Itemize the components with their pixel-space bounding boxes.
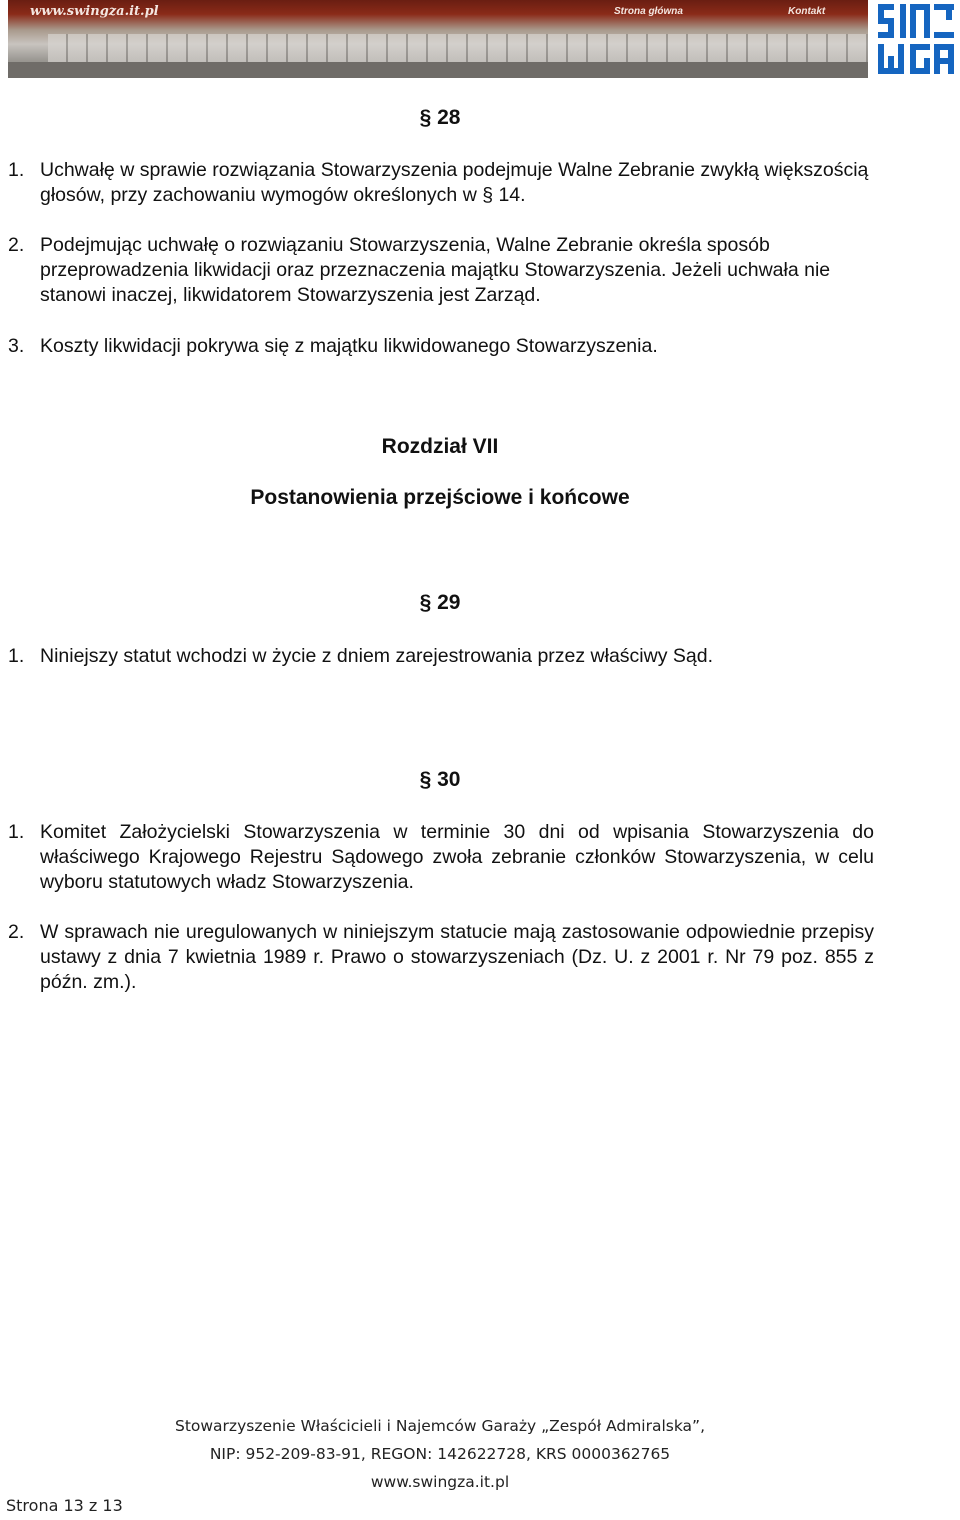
s29-item-1 — [8, 644, 874, 669]
s28-item-2 — [8, 233, 874, 308]
section-28-title: § 28 — [419, 106, 461, 129]
banner-menu-contact[interactable]: Kontakt — [788, 6, 826, 17]
chapter-heading: Rozdział VII — [381, 435, 499, 458]
swingza-logo — [874, 0, 958, 78]
s29-item-1-number: 1. — [8, 645, 25, 667]
s28-item-1 — [8, 158, 874, 208]
s30-item-1-number: 1. — [8, 821, 25, 843]
s28-item-1-number: 1. — [8, 159, 25, 181]
header-banner-image — [8, 0, 868, 78]
footer-organization: Stowarzyszenie Właścicieli i Najemców Garaży „Zespół Admiralska”, — [174, 1417, 706, 1435]
s28-item-2-text: Podejmując uchwałę o rozwiązaniu Stowarzyszenia, Walne Zebranie określa sposób przeprowadzenia likwidacji oraz przeznaczenia majątku Stowarzyszenia. Jeżeli uchwała nie stanowi inaczej, likwidatorem Stowarzyszenia jest Zarząd. — [40, 234, 831, 306]
s28-item-3 — [8, 334, 874, 359]
section-30-title: § 30 — [419, 768, 461, 791]
chapter-title: Postanowienia przejściowe i końcowe — [250, 486, 630, 509]
page-header — [0, 0, 960, 80]
page-number: Strona 13 z 13 — [6, 1496, 123, 1515]
footer-registry-numbers: NIP: 952-209-83-91, REGON: 142622728, KRS 0000362765 — [209, 1445, 671, 1463]
s30-item-2-number: 2. — [8, 921, 25, 943]
banner-site-url[interactable]: www.swingza.it.pl — [30, 4, 159, 19]
footer-website-link[interactable]: www.swingza.it.pl — [370, 1473, 510, 1491]
banner-garages-photo — [48, 34, 868, 64]
s30-item-1-text: Komitet Założycielski Stowarzyszenia w terminie 30 dni od wpisania Stowarzyszenia do właściwego Krajowego Rejestru Sądowego zwoła zebranie członków Stowarzyszenia, w celu wyboru statutowych władz Stowarzyszenia. — [40, 821, 874, 893]
s28-item-3-text: Koszty likwidacji pokrywa się z majątku likwidowanego Stowarzyszenia. — [40, 335, 658, 357]
s30-item-2-text: W sprawach nie uregulowanych w niniejszym statucie mają zastosowanie odpowiednie przepisy ustawy z dnia 7 kwietnia 1989 r. Prawo o stowarzyszeniach (Dz. U. z 2001 r. Nr 79 poz. 855 z późn. zm.). — [40, 921, 874, 993]
section-29-title: § 29 — [419, 591, 461, 614]
banner-menu-home[interactable]: Strona główna — [614, 6, 683, 17]
banner-ground — [8, 62, 868, 78]
s30-item-2 — [8, 920, 874, 995]
s28-item-2-number: 2. — [8, 234, 25, 256]
s29-item-1-text: Niniejszy statut wchodzi w życie z dniem zarejestrowania przez właściwy Sąd. — [40, 645, 713, 667]
s30-item-1 — [8, 820, 874, 895]
s28-item-1-text: Uchwałę w sprawie rozwiązania Stowarzyszenia podejmuje Walne Zebranie zwykłą większością głosów, przy zachowaniu wymogów określonych w § 14. — [40, 159, 869, 206]
s28-item-3-number: 3. — [8, 335, 25, 357]
